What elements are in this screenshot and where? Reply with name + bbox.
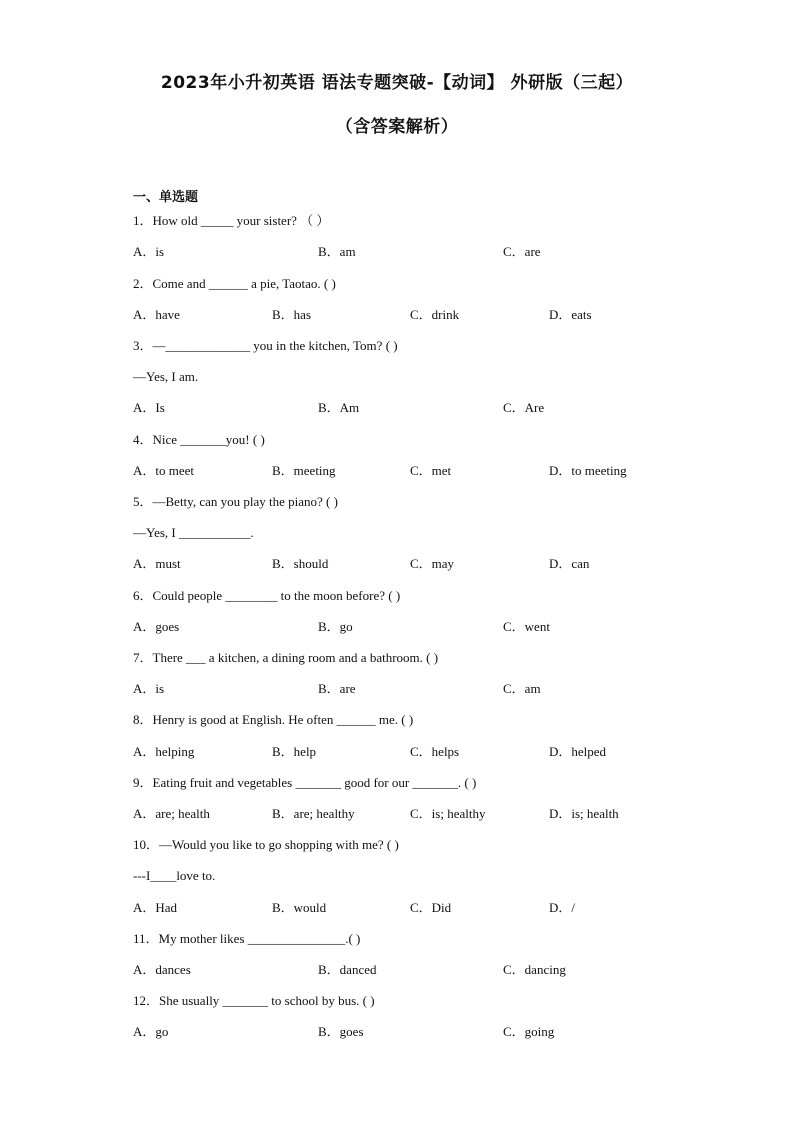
option-10c: C．Did bbox=[410, 900, 452, 915]
option-6b: B．go bbox=[318, 619, 353, 634]
question-5: 5．—Betty, can you play the piano? ( ) bbox=[133, 494, 338, 509]
option-2c: C．drink bbox=[410, 307, 460, 322]
question-4: 4．Nice _______you! ( ) bbox=[133, 432, 265, 447]
option-2a: A．have bbox=[133, 307, 180, 322]
option-1a: A．is bbox=[133, 244, 165, 259]
option-3a: A．Is bbox=[133, 400, 165, 415]
option-1c: C．are bbox=[503, 244, 541, 259]
option-9d: D．is; health bbox=[549, 806, 619, 821]
option-12b: B．goes bbox=[318, 1024, 364, 1039]
option-4d: D．to meeting bbox=[549, 463, 627, 478]
option-5c: C．may bbox=[410, 556, 455, 571]
option-11b: B．danced bbox=[318, 962, 377, 977]
document-title: 2023年小升初英语 语法专题突破-【动词】 外研版（三起） bbox=[160, 73, 634, 93]
option-3c: C．Are bbox=[503, 400, 545, 415]
option-3b: B．Am bbox=[318, 400, 360, 415]
option-11a: A．dances bbox=[133, 962, 191, 977]
option-8d: D．helped bbox=[549, 744, 607, 759]
question-10: 10．—Would you like to go shopping with me? ( ) bbox=[133, 837, 399, 852]
option-10d: D．/ bbox=[549, 900, 576, 915]
option-2b: B．has bbox=[272, 307, 312, 322]
option-7b: B．are bbox=[318, 681, 356, 696]
option-5b: B．should bbox=[272, 556, 329, 571]
option-12c: C．going bbox=[503, 1024, 555, 1039]
option-6a: A．goes bbox=[133, 619, 180, 634]
question-10-reply: ---I____love to. bbox=[133, 868, 216, 883]
option-8c: C．helps bbox=[410, 744, 460, 759]
question-8: 8．Henry is good at English. He often ______ me. ( ) bbox=[133, 712, 414, 727]
question-6: 6．Could people ________ to the moon before? ( ) bbox=[133, 588, 401, 603]
question-9: 9．Eating fruit and vegetables _______ good for our _______. ( ) bbox=[133, 775, 477, 790]
option-11c: C．dancing bbox=[503, 962, 566, 977]
section-heading: 一、单选题 bbox=[133, 190, 199, 205]
option-9c: C．is; healthy bbox=[410, 806, 486, 821]
question-5-reply: —Yes, I ___________. bbox=[133, 525, 254, 540]
option-10a: A．Had bbox=[133, 900, 178, 915]
option-9b: B．are; healthy bbox=[272, 806, 355, 821]
option-7c: C．am bbox=[503, 681, 541, 696]
question-2: 2．Come and ______ a pie, Taotao. ( ) bbox=[133, 276, 336, 291]
option-7a: A．is bbox=[133, 681, 165, 696]
option-5a: A．must bbox=[133, 556, 181, 571]
option-8b: B．help bbox=[272, 744, 317, 759]
option-1b: B．am bbox=[318, 244, 356, 259]
question-11: 11．My mother likes _______________.( ) bbox=[133, 931, 361, 946]
option-2d: D．eats bbox=[549, 307, 592, 322]
document-subtitle: （含答案解析） bbox=[335, 117, 459, 137]
option-10b: B．would bbox=[272, 900, 327, 915]
option-4b: B．meeting bbox=[272, 463, 336, 478]
option-12a: A．go bbox=[133, 1024, 169, 1039]
option-5d: D．can bbox=[549, 556, 590, 571]
option-4c: C．met bbox=[410, 463, 452, 478]
option-6c: C．went bbox=[503, 619, 550, 634]
option-4a: A．to meet bbox=[133, 463, 195, 478]
option-8a: A．helping bbox=[133, 744, 195, 759]
question-7: 7．There ___ a kitchen, a dining room and a bathroom. ( ) bbox=[133, 650, 439, 665]
question-12: 12．She usually _______ to school by bus. ( ) bbox=[133, 993, 375, 1008]
option-9a: A．are; health bbox=[133, 806, 210, 821]
question-3: 3．—_____________ you in the kitchen, Tom? ( ) bbox=[133, 338, 398, 353]
question-1: 1．How old _____ your sister? （ ） bbox=[133, 213, 330, 228]
question-3-reply: —Yes, I am. bbox=[133, 369, 199, 384]
